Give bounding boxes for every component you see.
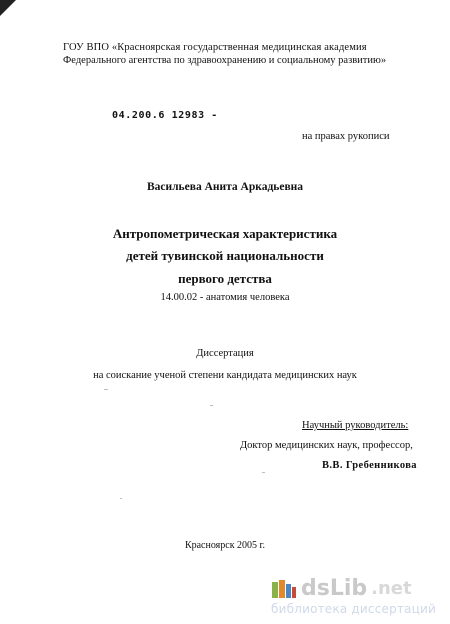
institution-line-1: ГОУ ВПО «Красноярская государственная медицинская академия (63, 42, 367, 53)
title-line-3: первого детства (178, 271, 272, 286)
specialty-code: 14.00.02 - анатомия человека (160, 292, 290, 303)
dslib-logo-icon (271, 578, 297, 600)
document-type: Диссертация (196, 348, 254, 359)
degree-line: на соискание ученой степени кандидата медицинских наук (93, 370, 357, 381)
rights-note: на правах рукописи (302, 131, 390, 142)
title-line-2: детей тувинской национальности (126, 248, 324, 263)
scan-speck (104, 389, 108, 390)
watermark-brand-row (271, 578, 436, 600)
watermark-subtitle: библиотека диссертаций (271, 602, 436, 616)
supervisor-credentials: Доктор медицинских наук, профессор, (240, 440, 413, 451)
scan-speck (262, 472, 265, 473)
watermark-brand: dsLib (301, 576, 368, 601)
scan-speck (120, 498, 122, 499)
dslib-watermark (271, 578, 436, 616)
institution-line-2: Федерального агентства по здравоохранению и социальному развитию» (63, 55, 387, 66)
supervisor-name: В.В. Гребенникова (322, 460, 417, 471)
title-line-1: Антропометрическая характеристика (112, 226, 338, 241)
registration-stamp: 04.200.6 12983 - (112, 110, 218, 121)
scan-speck (210, 405, 213, 406)
place-and-year: Красноярск 2005 г. (184, 540, 266, 551)
author-name: Васильева Анита Аркадьевна (146, 181, 304, 193)
supervisor-heading: Научный руководитель: (302, 420, 409, 431)
watermark-domain: .net (371, 578, 412, 599)
corner-scan-mark (0, 0, 16, 16)
